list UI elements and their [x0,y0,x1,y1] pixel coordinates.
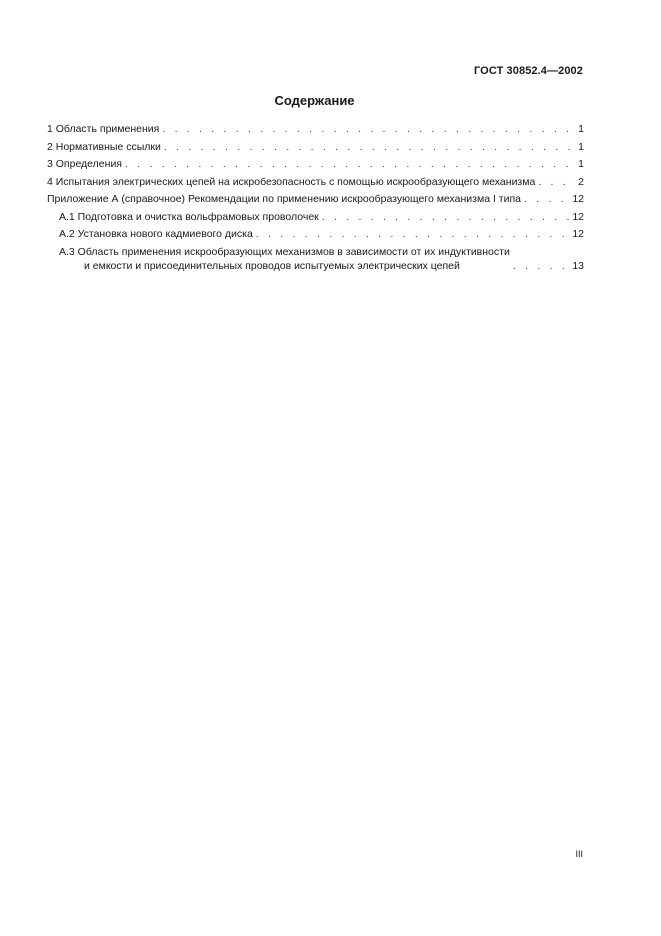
table-of-contents [47,122,584,273]
dot-leader [513,259,569,273]
toc-entry-text: Приложение А (справочное) Рекомендации по применению искрообразующего механизма I типа [47,193,521,205]
toc-entry-appendix-a [47,192,584,210]
dot-leader [125,157,575,171]
toc-title: Содержание [274,93,355,108]
toc-entry-testing [47,175,584,193]
toc-page-number: 2 [578,175,584,188]
dot-leader [164,140,575,154]
toc-entry-text: А.2 Установка нового кадмиевого диска [59,228,253,240]
toc-entry-text: 1 Область применения [47,123,160,135]
toc-entry-line1: А.3 Область применения искрообразующих механизмов в зависимости от их индуктивности [59,245,510,258]
toc-entry-a2 [47,227,584,245]
toc-entry-definitions [47,157,584,175]
toc-page-number: 12 [572,210,584,223]
toc-entry-text: 3 Определения [47,158,122,170]
toc-entry-text: 2 Нормативные ссылки [47,140,161,153]
toc-entry-a3 [47,245,584,273]
toc-page-number: 13 [572,259,584,272]
toc-entry-text [59,245,510,273]
page-number: III [575,849,583,859]
toc-page-number: 12 [572,228,584,240]
toc-entry-text: 4 Испытания электрических цепей на искробезопасность с помощью искрообразующего механизма [47,175,536,188]
dot-leader [538,175,575,189]
toc-entry-text: А.1 Подготовка и очистка вольфрамовых проволочек [59,210,319,223]
toc-page-number: 1 [578,140,584,153]
document-code: ГОСТ 30852.4—2002 [473,65,583,77]
toc-entry-scope [47,122,584,140]
dot-leader [162,122,575,136]
toc-page-number: 1 [578,123,584,135]
dot-leader [524,192,569,206]
toc-page-number: 12 [572,193,584,205]
toc-entry-references [47,140,584,158]
toc-page-number: 1 [578,158,584,170]
dot-leader [256,227,570,241]
toc-entry-a1 [47,210,584,228]
toc-entry-line2: и емкости и присоединительных проводов испытуемых электрических цепей [84,259,460,272]
dot-leader [322,210,570,224]
